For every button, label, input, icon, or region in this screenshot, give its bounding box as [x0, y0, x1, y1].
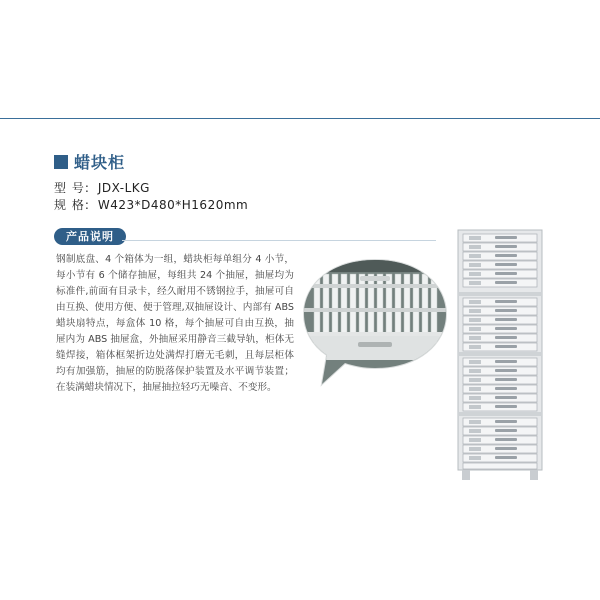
cabinet-product-image — [455, 228, 545, 483]
size-label: 规 格: — [54, 198, 90, 212]
square-bullet-icon — [54, 155, 68, 169]
drawer-closeup-photo — [300, 252, 450, 387]
product-title: 蜡块柜 — [74, 153, 126, 172]
product-title-row — [54, 150, 125, 173]
spec-size — [54, 196, 248, 213]
spec-model — [54, 179, 150, 196]
model-value: JDX-LKG — [97, 181, 150, 195]
section-label: 产品说明 — [54, 228, 126, 245]
header-divider — [0, 118, 600, 119]
product-description: 钢制底盘、4 个箱体为一组，蜡块柜每单组分 4 小节，每小节有 6 个储存抽屉，每组共 24 个抽屉，抽屉均为标准件,前面有目录卡，经久耐用不锈钢拉手，抽屉可自由互换、使用方便、便于管理,双抽屉设计、内部有 ABS 蜡块扇特点，每盒体 10 格，每个抽屉可自由互换，抽屉内为 ABS 抽屉盒，外抽屉采用静音三截导轨，柜体无缝焊接，箱体框架折边处满焊打磨无毛刺，且每层柜体均有加强筋，抽屉的防脱落保护装置及水平调节装置；在装满蜡块情况下，抽屉抽拉轻巧无噪音、不变形。 — [56, 254, 294, 393]
section-divider — [122, 240, 436, 241]
model-label: 型 号: — [54, 181, 90, 195]
size-value: W423*D480*H1620mm — [97, 198, 249, 212]
